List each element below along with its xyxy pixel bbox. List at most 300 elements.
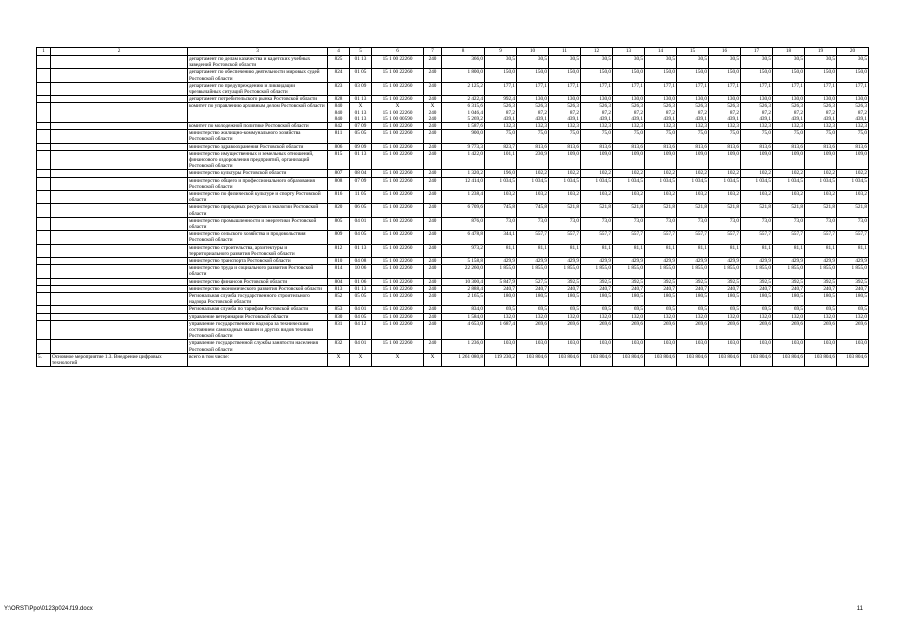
csr-code — [372, 191, 424, 204]
csr-code — [372, 69, 424, 82]
year-amount — [517, 170, 549, 177]
csr-code-line: 15 1 00 22260 — [382, 285, 413, 292]
year-amount — [677, 217, 709, 230]
year-amount — [517, 150, 549, 170]
year-amount-line: 269,6 — [599, 320, 611, 327]
executor-name: управление ветеринарии Ростовской области — [188, 313, 328, 320]
year-amount — [741, 306, 773, 313]
grbs-code-line: 808 — [334, 177, 343, 184]
rzpr-code — [350, 122, 372, 129]
year-amount — [485, 265, 517, 278]
year-amount — [517, 69, 549, 82]
year-amount-line: 813,6 — [535, 143, 547, 150]
year-amount-line: 1 855,0 — [787, 265, 803, 272]
year-amount — [517, 82, 549, 95]
year-amount-line: 150,0 — [663, 69, 675, 76]
year-amount-line: 103,2 — [727, 191, 739, 198]
year-amount — [677, 265, 709, 278]
row-number-cell — [37, 191, 51, 204]
year-amount-line: 130,0 — [759, 96, 771, 103]
rzpr-code — [350, 191, 372, 204]
executor-name: министерство промышленности и энергетики Ростовской области — [188, 217, 328, 230]
rzpr-code — [350, 285, 372, 292]
csr-code-line: 15 1 00 22260 — [382, 170, 413, 177]
year-amount-line: 103,0 — [791, 340, 803, 347]
year-amount — [677, 306, 709, 313]
total-amount-line: 6 709,6 — [467, 204, 483, 211]
rzpr-code-line: 06 05 — [354, 204, 367, 211]
year-amount — [485, 293, 517, 306]
year-amount-line: 439,1 — [727, 115, 739, 122]
grbs-code — [328, 191, 350, 204]
year-amount — [773, 143, 805, 150]
row-number-cell — [37, 130, 51, 143]
grbs-code — [328, 313, 350, 320]
vr-code — [424, 265, 442, 278]
column-number: 9 — [485, 48, 517, 56]
year-amount — [613, 130, 645, 143]
rzpr-code — [350, 340, 372, 353]
year-amount — [773, 278, 805, 285]
year-amount — [773, 217, 805, 230]
year-amount — [613, 293, 645, 306]
csr-code-line: 15 1 00 22260 — [382, 217, 413, 224]
year-amount — [709, 170, 741, 177]
year-amount-line: 429,9 — [631, 258, 643, 265]
year-amount-line: 132,3 — [663, 122, 675, 129]
year-amount-line: 81,1 — [761, 244, 771, 251]
year-amount-line: 177,1 — [759, 82, 771, 89]
column-number: 10 — [517, 48, 549, 56]
row-number-cell — [37, 122, 51, 129]
year-amount — [581, 278, 613, 285]
year-amount-line: 1 855,0 — [691, 265, 707, 272]
year-amount-line: 132,3 — [503, 122, 515, 129]
year-amount-line: 429,9 — [855, 258, 867, 265]
year-amount-line: 177,1 — [791, 82, 803, 89]
year-amount — [805, 96, 837, 103]
table-row — [37, 96, 869, 103]
executor-name: министерство культуры Ростовской области — [188, 170, 328, 177]
year-amount-line: 392,5 — [599, 278, 611, 285]
grbs-code — [328, 143, 350, 150]
csr-code-line: 15 1 00 22260 — [382, 143, 413, 150]
year-amount-line: 132,0 — [663, 313, 675, 320]
year-amount — [837, 265, 869, 278]
csr-code — [372, 177, 424, 190]
year-amount-line: 521,8 — [663, 204, 675, 211]
grbs-code-line: 831 — [334, 320, 343, 327]
grbs-code-line: 824 — [334, 69, 343, 76]
year-amount-line: 87,2 — [665, 109, 675, 116]
table-row — [37, 191, 869, 204]
year-amount — [805, 177, 837, 190]
year-amount-line: 103,0 — [727, 340, 739, 347]
row-number-cell — [37, 69, 51, 82]
year-amount-line: 392,5 — [663, 278, 675, 285]
total-amount — [442, 122, 485, 129]
row-number-cell — [37, 103, 51, 123]
year-amount-line: 240,7 — [695, 285, 707, 292]
year-amount-line: 81,1 — [665, 244, 675, 251]
event-cell — [51, 285, 188, 292]
year-amount — [773, 306, 805, 313]
table-row — [37, 143, 869, 150]
grbs-code-line: 812 — [334, 244, 343, 251]
total-amount-line: 22 260,0 — [464, 265, 483, 272]
budget-table-page — [36, 47, 866, 367]
year-amount-line: 526,3 — [823, 103, 835, 110]
rzpr-code — [350, 56, 372, 69]
year-amount-line: 557,7 — [695, 231, 707, 238]
row-number-cell — [37, 217, 51, 230]
total-amount-line: 12 414,0 — [464, 177, 483, 184]
year-amount-line: 1 855,0 — [563, 265, 579, 272]
year-amount-line: 240,7 — [855, 285, 867, 292]
year-amount — [549, 82, 581, 95]
grbs-code-line: 806 — [334, 143, 343, 150]
year-amount-line: 1 034,5 — [755, 177, 771, 184]
year-amount-line: 103,2 — [631, 191, 643, 198]
year-amount-line: 109,0 — [823, 150, 835, 157]
year-amount — [741, 293, 773, 306]
total-amount-line: 1 238,4 — [467, 191, 483, 198]
year-amount-line: 103,2 — [855, 191, 867, 198]
column-number: 14 — [645, 48, 677, 56]
year-amount — [549, 96, 581, 103]
year-amount-line: 813,6 — [567, 143, 579, 150]
year-amount — [677, 258, 709, 265]
year-amount — [549, 130, 581, 143]
executor-name: управление государственной службы занятости населения Ростовской области — [188, 340, 328, 353]
year-amount-line: 269,6 — [823, 320, 835, 327]
year-amount — [741, 82, 773, 95]
year-amount-line: 73,0 — [697, 217, 707, 224]
total-amount-line: 1 584,0 — [467, 313, 483, 320]
year-amount — [677, 56, 709, 69]
year-amount-line: 130,0 — [631, 96, 643, 103]
year-amount — [517, 122, 549, 129]
year-amount — [837, 244, 869, 257]
year-amount — [805, 258, 837, 265]
csr-code-line: 15 1 00 22260 — [382, 82, 413, 89]
row-number-cell — [37, 143, 51, 150]
year-amount — [549, 204, 581, 217]
vr-code — [424, 320, 442, 340]
rzpr-code-line: 04 05 — [354, 313, 367, 320]
year-amount-line: 150,0 — [503, 69, 515, 76]
year-amount — [645, 285, 677, 292]
row-number-cell — [37, 265, 51, 278]
year-amount-line: 87,2 — [793, 109, 803, 116]
year-amount-line: 73,0 — [601, 217, 611, 224]
year-amount — [741, 177, 773, 190]
year-amount-line: 240,7 — [663, 285, 675, 292]
year-amount — [485, 69, 517, 82]
year-amount — [837, 320, 869, 340]
year-amount-line: 130,0 — [567, 96, 579, 103]
year-amount-line: 521,8 — [823, 204, 835, 211]
year-amount-line: 69,5 — [697, 306, 707, 313]
grbs-code — [328, 82, 350, 95]
year-amount — [741, 278, 773, 285]
year-amount — [485, 103, 517, 123]
year-amount-line: 109,0 — [567, 150, 579, 157]
total-amount — [442, 56, 485, 69]
grbs-code-line: 840 — [334, 103, 343, 110]
year-amount — [805, 265, 837, 278]
row-number-cell: 5. — [37, 353, 51, 366]
year-amount-line: 150,0 — [567, 69, 579, 76]
year-amount — [613, 150, 645, 170]
total-amount-line: 876,0 — [471, 217, 483, 224]
year-amount-line: 1 855,0 — [531, 265, 547, 272]
year-amount — [709, 69, 741, 82]
year-amount — [645, 278, 677, 285]
year-amount-line: 132,0 — [567, 313, 579, 320]
year-amount — [677, 150, 709, 170]
executor-name: министерство строительства, архитектуры и территориального развития Ростовской области — [188, 244, 328, 257]
year-amount — [837, 122, 869, 129]
year-amount — [517, 143, 549, 150]
year-amount-line: 132,0 — [791, 313, 803, 320]
year-amount-line: 87,2 — [697, 109, 707, 116]
executor-name: всего в том числе: — [188, 353, 328, 366]
year-amount — [517, 313, 549, 320]
year-amount-line: 132,3 — [631, 122, 643, 129]
rzpr-code-line: 04 01 — [354, 217, 367, 224]
year-amount — [709, 177, 741, 190]
year-amount-line: 73,0 — [825, 217, 835, 224]
year-amount — [741, 258, 773, 265]
year-amount-line: 87,2 — [601, 109, 611, 116]
table-row — [37, 150, 869, 170]
event-cell — [51, 293, 188, 306]
total-amount — [442, 82, 485, 95]
year-amount — [741, 340, 773, 353]
year-amount-line: 73,0 — [857, 217, 867, 224]
total-amount-line: 6 478,8 — [467, 231, 483, 238]
grbs-code — [328, 340, 350, 353]
year-amount-line: 30,5 — [793, 56, 803, 62]
table-body — [37, 56, 869, 367]
year-amount — [677, 285, 709, 292]
year-amount — [581, 177, 613, 190]
column-number: 8 — [442, 48, 485, 56]
year-amount-line: 81,1 — [857, 244, 867, 251]
year-amount — [485, 170, 517, 177]
year-amount-line: 439,1 — [567, 115, 579, 122]
year-amount — [805, 204, 837, 217]
vr-code — [424, 103, 442, 123]
rzpr-code — [350, 278, 372, 285]
year-amount — [837, 217, 869, 230]
year-amount — [645, 69, 677, 82]
vr-code-line: 240 — [428, 122, 437, 129]
total-amount-line: 366,0 — [471, 56, 483, 62]
year-amount-line: 180,5 — [759, 293, 771, 300]
event-cell — [51, 265, 188, 278]
year-amount-line: 81,1 — [601, 244, 611, 251]
grbs-code-line: 820 — [334, 204, 343, 211]
year-amount-line: 103,2 — [599, 191, 611, 198]
year-amount-line: 526,3 — [727, 103, 739, 110]
year-amount — [485, 130, 517, 143]
vr-code — [424, 217, 442, 230]
year-amount-line: 81,1 — [697, 244, 707, 251]
year-amount-line: 75,0 — [665, 130, 675, 137]
year-amount-line: 1 034,5 — [563, 177, 579, 184]
year-amount — [645, 258, 677, 265]
year-amount — [613, 340, 645, 353]
csr-code — [372, 306, 424, 313]
year-amount-line: 180,5 — [695, 293, 707, 300]
vr-code-line: 240 — [428, 170, 437, 177]
csr-code — [372, 130, 424, 143]
year-amount — [805, 217, 837, 230]
vr-code-line: 240 — [428, 109, 437, 116]
year-amount-line: 429,9 — [567, 258, 579, 265]
year-amount — [741, 56, 773, 69]
year-amount-line: 102,2 — [759, 170, 771, 177]
row-number-cell — [37, 82, 51, 95]
year-amount-line: 109,0 — [599, 150, 611, 157]
vr-code-line: X — [430, 103, 435, 110]
year-amount — [613, 285, 645, 292]
year-amount — [741, 96, 773, 103]
grbs-code-line: 842 — [334, 122, 343, 129]
year-amount-line: 132,3 — [727, 122, 739, 129]
year-amount — [581, 82, 613, 95]
year-amount-line: 30,5 — [633, 56, 643, 62]
year-amount: 103 804,6 — [741, 353, 773, 366]
year-amount — [581, 69, 613, 82]
year-amount-line: 557,7 — [567, 231, 579, 238]
executor-name: министерство экономического развития Ростовской области — [188, 285, 328, 292]
year-amount-line: 81,1 — [793, 244, 803, 251]
grbs-code — [328, 231, 350, 244]
year-amount-line: 102,2 — [823, 170, 835, 177]
year-amount — [645, 56, 677, 69]
grbs-code-line: 805 — [334, 217, 343, 224]
year-amount-line: 526,3 — [631, 103, 643, 110]
year-amount-line: 526,3 — [567, 103, 579, 110]
year-amount-line: 73,0 — [729, 217, 739, 224]
total-amount — [442, 231, 485, 244]
year-amount-line: 1 855,0 — [819, 265, 835, 272]
event-cell — [51, 191, 188, 204]
year-amount-line: 527,5 — [535, 278, 547, 285]
year-amount-line: 132,3 — [567, 122, 579, 129]
year-amount — [773, 103, 805, 123]
year-amount — [613, 177, 645, 190]
year-amount — [709, 244, 741, 257]
year-amount-line: 180,5 — [855, 293, 867, 300]
year-amount-line: 109,0 — [663, 150, 675, 157]
year-amount-line: 180,5 — [663, 293, 675, 300]
total-amount-line: 5 269,2 — [467, 115, 483, 122]
vr-code-line: 240 — [428, 313, 437, 320]
csr-code — [372, 340, 424, 353]
executor-name: министерство природных ресурсов и экологии Ростовской области — [188, 204, 328, 217]
year-amount-line: 1 855,0 — [595, 265, 611, 272]
year-amount-line: 180,5 — [823, 293, 835, 300]
grbs-code — [328, 204, 350, 217]
year-amount — [677, 103, 709, 123]
vr-code-line: 240 — [428, 96, 437, 103]
year-amount — [613, 204, 645, 217]
rzpr-code — [350, 265, 372, 278]
grbs-code — [328, 320, 350, 340]
vr-code — [424, 278, 442, 285]
grbs-code — [328, 285, 350, 292]
rzpr-code — [350, 313, 372, 320]
rzpr-code-line: 04 05 — [354, 231, 367, 238]
year-amount — [485, 143, 517, 150]
rzpr-code — [350, 320, 372, 340]
year-amount — [837, 96, 869, 103]
year-amount-line: 557,7 — [599, 231, 611, 238]
year-amount-line: 103,0 — [759, 340, 771, 347]
year-amount — [741, 191, 773, 204]
year-amount — [837, 313, 869, 320]
year-amount-line: 240,7 — [535, 285, 547, 292]
year-amount — [741, 130, 773, 143]
year-amount — [581, 56, 613, 69]
year-amount — [773, 231, 805, 244]
year-amount-line: 1 034,5 — [691, 177, 707, 184]
executor-name: комитет по управлению архивным делом Ростовской области — [188, 103, 328, 123]
rzpr-code-line: 10 06 — [354, 265, 367, 272]
year-amount: 103 804,6 — [517, 353, 549, 366]
csr-code — [372, 293, 424, 306]
csr-code-line: 15 1 00 22260 — [382, 278, 413, 285]
year-amount — [485, 122, 517, 129]
year-amount-line: 30,5 — [857, 56, 867, 62]
total-amount — [442, 150, 485, 170]
year-amount — [805, 293, 837, 306]
year-amount — [677, 313, 709, 320]
table-row — [37, 103, 869, 123]
event-cell — [51, 306, 188, 313]
grbs-code — [328, 293, 350, 306]
vr-code — [424, 306, 442, 313]
year-amount-line: 102,2 — [855, 170, 867, 177]
grbs-code-line: 809 — [334, 231, 343, 238]
row-number-cell — [37, 313, 51, 320]
year-amount-line: 75,0 — [697, 130, 707, 137]
event-cell — [51, 313, 188, 320]
row-number-cell — [37, 56, 51, 69]
year-amount — [645, 265, 677, 278]
rzpr-code-line: 05 05 — [354, 130, 367, 137]
csr-code — [372, 258, 424, 265]
csr-code — [372, 217, 424, 230]
year-amount — [805, 231, 837, 244]
table-row — [37, 244, 869, 257]
year-amount — [709, 340, 741, 353]
year-amount — [741, 313, 773, 320]
year-amount — [709, 231, 741, 244]
year-amount-line: 392,5 — [727, 278, 739, 285]
year-amount-line: 429,9 — [823, 258, 835, 265]
page-number: 11 — [856, 606, 863, 612]
csr-code — [372, 204, 424, 217]
year-amount-line: 177,1 — [663, 82, 675, 89]
grbs-code — [328, 56, 350, 69]
year-amount — [613, 143, 645, 150]
table-row — [37, 340, 869, 353]
